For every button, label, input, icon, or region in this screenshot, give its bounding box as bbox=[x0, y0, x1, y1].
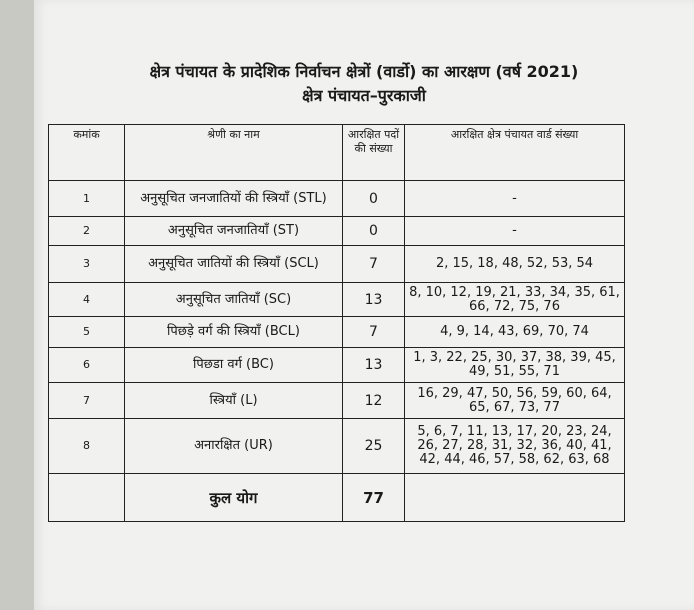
row-wards: 16, 29, 47, 50, 56, 59, 60, 64, 65, 67, 73, 77 bbox=[405, 383, 625, 419]
table-row bbox=[49, 317, 625, 348]
total-label: कुल योग bbox=[125, 474, 343, 522]
table-header-row bbox=[49, 125, 625, 181]
row-serial: 4 bbox=[49, 283, 125, 317]
row-wards: - bbox=[405, 217, 625, 246]
table-row bbox=[49, 246, 625, 283]
row-serial: 2 bbox=[49, 217, 125, 246]
row-serial: 7 bbox=[49, 383, 125, 419]
row-category: पिछड़े वर्ग की स्त्रियाँ (BCL) bbox=[125, 317, 343, 348]
row-serial: 3 bbox=[49, 246, 125, 283]
row-serial: 1 bbox=[49, 181, 125, 217]
row-count: 12 bbox=[343, 383, 405, 419]
row-category: अनुसूचित जातियों की स्त्रियाँ (SCL) bbox=[125, 246, 343, 283]
row-category: अनुसूचित जनजातियों की स्त्रियाँ (STL) bbox=[125, 181, 343, 217]
row-wards: 2, 15, 18, 48, 52, 53, 54 bbox=[405, 246, 625, 283]
table-row bbox=[49, 283, 625, 317]
row-wards: 4, 9, 14, 43, 69, 70, 74 bbox=[405, 317, 625, 348]
row-serial: 8 bbox=[49, 419, 125, 474]
row-wards: 8, 10, 12, 19, 21, 33, 34, 35, 61, 66, 72, 75, 76 bbox=[405, 283, 625, 317]
row-category: पिछडा वर्ग (BC) bbox=[125, 348, 343, 383]
total-wards-empty-cell bbox=[405, 474, 625, 522]
row-category: अनारक्षित (UR) bbox=[125, 419, 343, 474]
document-subtitle: क्षेत्र पंचायत–पुरकाजी bbox=[302, 86, 426, 105]
row-count: 13 bbox=[343, 283, 405, 317]
row-wards: 1, 3, 22, 25, 30, 37, 38, 39, 45, 49, 51, 55, 71 bbox=[405, 348, 625, 383]
row-count: 0 bbox=[343, 217, 405, 246]
table-row bbox=[49, 383, 625, 419]
row-category: अनुसूचित जनजातियाँ (ST) bbox=[125, 217, 343, 246]
table-row bbox=[49, 181, 625, 217]
row-count: 13 bbox=[343, 348, 405, 383]
header-serial: कमांक bbox=[49, 125, 125, 181]
row-count: 7 bbox=[343, 246, 405, 283]
row-count: 0 bbox=[343, 181, 405, 217]
table-row bbox=[49, 419, 625, 474]
total-empty-cell bbox=[49, 474, 125, 522]
row-wards: 5, 6, 7, 11, 13, 17, 20, 23, 24, 26, 27, 28, 31, 32, 36, 40, 41, 42, 44, 46, 57, 58, 62, 63, 68 bbox=[405, 419, 625, 474]
row-serial: 6 bbox=[49, 348, 125, 383]
header-count: आरक्षित पदों की संख्या bbox=[343, 125, 405, 181]
table-row bbox=[49, 348, 625, 383]
total-row bbox=[49, 474, 625, 522]
total-value: 77 bbox=[343, 474, 405, 522]
row-wards: - bbox=[405, 181, 625, 217]
row-category: स्त्रियाँ (L) bbox=[125, 383, 343, 419]
row-category: अनुसूचित जातियाँ (SC) bbox=[125, 283, 343, 317]
document-title: क्षेत्र पंचायत के प्रादेशिक निर्वाचन क्षेत्रों (वार्डो) का आरक्षण (वर्ष 2021) bbox=[149, 62, 579, 81]
row-serial: 5 bbox=[49, 317, 125, 348]
header-category: श्रेणी का नाम bbox=[125, 125, 343, 181]
row-count: 7 bbox=[343, 317, 405, 348]
table-row bbox=[49, 217, 625, 246]
document-title-block bbox=[34, 60, 694, 108]
reservation-table bbox=[48, 124, 625, 522]
row-count: 25 bbox=[343, 419, 405, 474]
header-wards: आरक्षित क्षेत्र पंचायत वार्ड संख्या bbox=[405, 125, 625, 181]
